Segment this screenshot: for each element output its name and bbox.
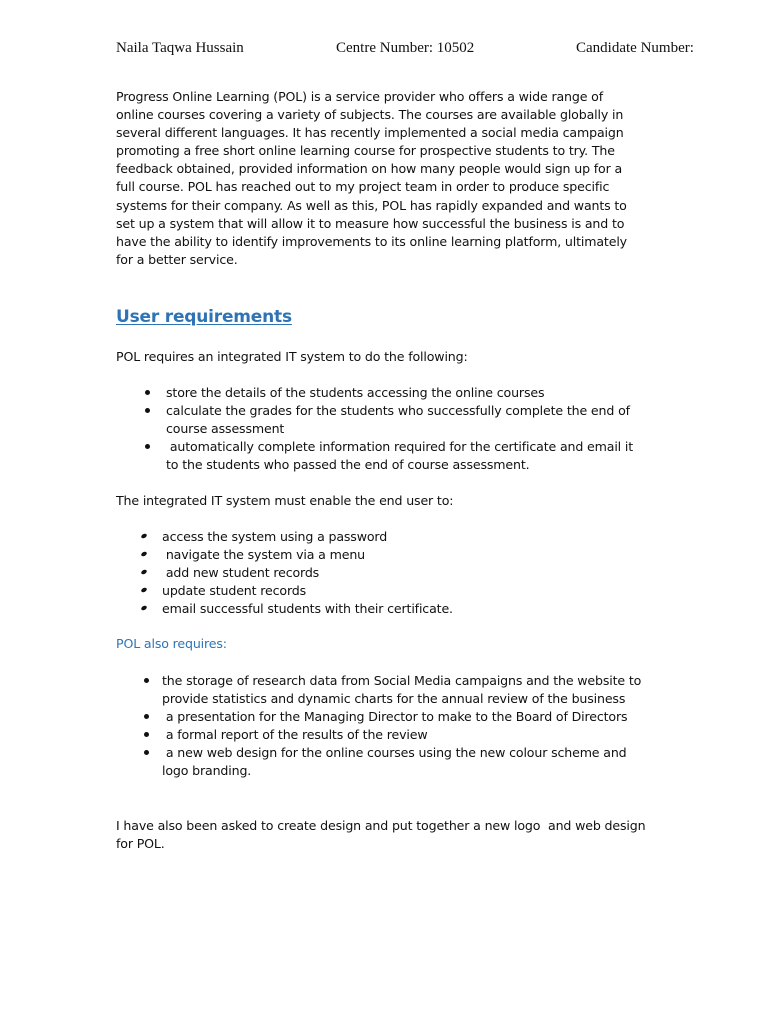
- intro-paragraph: [116, 88, 656, 269]
- list-item: [162, 744, 662, 780]
- list-item-line: navigate the system via a menu: [162, 547, 365, 563]
- list-item-line: logo branding.: [162, 763, 252, 779]
- intro-line: systems for their company. As well as this, POL has rapidly expanded and wants to: [116, 197, 627, 213]
- list-item: [166, 384, 666, 402]
- page-header: [116, 40, 716, 62]
- bullet-icon: [144, 750, 149, 755]
- intro-line: for a better service.: [116, 251, 238, 267]
- bullet-icon: [144, 678, 149, 683]
- bullet-icon: [140, 587, 147, 593]
- list-item-line: update student records: [162, 583, 307, 599]
- intro-line: several different languages. It has recently implemented a social media campaign: [116, 125, 624, 141]
- closing-line: I have also been asked to create design and put together a new logo and web design: [116, 818, 646, 833]
- list-item: [162, 726, 662, 744]
- list-item: [166, 438, 666, 474]
- end-user-list: [162, 528, 662, 618]
- list-item-line: a formal report of the results of the review: [162, 727, 428, 743]
- list-item: [162, 546, 662, 564]
- subheading-also-requires: POL also requires:: [116, 636, 227, 651]
- bullet-icon: [145, 408, 150, 413]
- list-item-line: course assessment: [166, 421, 285, 437]
- list-item-line: to the students who passed the end of course assessment.: [166, 457, 530, 473]
- end-user-intro: The integrated IT system must enable the end user to:: [116, 493, 454, 508]
- also-requires-list: [162, 672, 662, 781]
- list-item-line: store the details of the students accessing the online courses: [166, 385, 545, 400]
- list-item-line: access the system using a password: [162, 529, 388, 544]
- list-item-line: calculate the grades for the students who successfully complete the end of: [166, 403, 630, 419]
- bullet-icon: [140, 605, 147, 611]
- bullet-icon: [144, 714, 149, 719]
- intro-line: full course. POL has reached out to my project team in order to produce specific: [116, 179, 610, 195]
- intro-line: online courses covering a variety of subjects. The courses are available globally in: [116, 107, 624, 123]
- list-item-line: email successful students with their certificate.: [162, 601, 453, 617]
- bullet-icon: [144, 732, 149, 737]
- list-item: [162, 672, 662, 708]
- intro-line: set up a system that will allow it to measure how successful the business is and to: [116, 215, 625, 231]
- list-item: [166, 402, 666, 438]
- bullet-icon: [145, 390, 150, 395]
- closing-line: for POL.: [116, 836, 165, 852]
- centre-number: Centre Number: 10502: [336, 40, 475, 56]
- intro-line: promoting a free short online learning course for prospective students to try. The: [116, 143, 615, 159]
- candidate-number: Candidate Number:: [576, 40, 694, 56]
- bullet-icon: [145, 444, 150, 449]
- list-item-line: add new student records: [162, 565, 320, 581]
- bullet-icon: [140, 551, 147, 557]
- requirements-list: [166, 384, 666, 474]
- requirements-intro: POL requires an integrated IT system to do the following:: [116, 349, 468, 364]
- bullet-icon: [140, 569, 147, 575]
- candidate-name: Naila Taqwa Hussain: [116, 40, 244, 56]
- list-item-line: provide statistics and dynamic charts for the annual review of the business: [162, 691, 626, 707]
- list-item: [162, 708, 662, 726]
- list-item-line: automatically complete information required for the certificate and email it: [166, 439, 634, 455]
- list-item-line: a new web design for the online courses using the new colour scheme and: [162, 745, 627, 761]
- list-item: [162, 528, 662, 546]
- list-item: [162, 582, 662, 600]
- list-item: [162, 600, 662, 618]
- closing-paragraph: [116, 817, 656, 853]
- intro-line: Progress Online Learning (POL) is a service provider who offers a wide range of: [116, 89, 604, 104]
- intro-line: feedback obtained, provided information on how many people would sign up for a: [116, 161, 623, 177]
- intro-line: have the ability to identify improvements to its online learning platform, ultimately: [116, 233, 627, 249]
- section-heading-user-requirements: User requirements: [116, 307, 292, 327]
- list-item-line: the storage of research data from Social Media campaigns and the website to: [162, 673, 642, 688]
- list-item-line: a presentation for the Managing Director to make to the Board of Directors: [162, 709, 628, 725]
- bullet-icon: [140, 533, 147, 539]
- list-item: [162, 564, 662, 582]
